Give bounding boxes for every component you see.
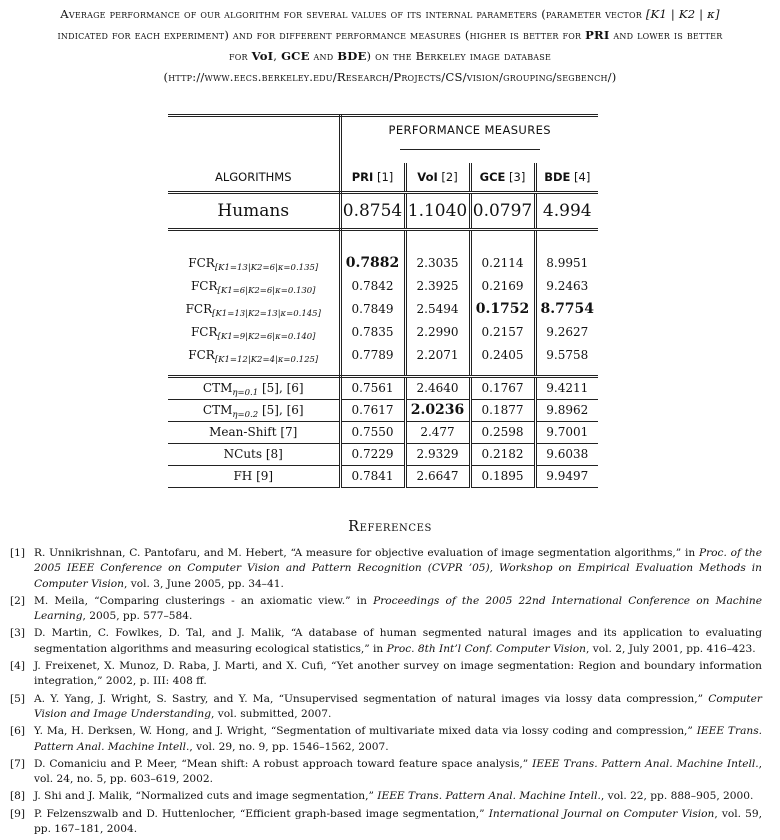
caption-bde: BDE [337,49,367,63]
caption-line3a: for [228,49,248,63]
fcr-value: 2.2071 [405,343,470,366]
references-list [10,546,762,839]
humans-bde: 4.994 [535,193,598,230]
method-label: $CTM_{\eta=0.2}$ [5], [6] [168,399,340,421]
fcr-value: 0.7849 [351,301,394,316]
method-value: 2.4640 [405,376,470,399]
fcr-value: 2.3035 [405,251,470,274]
fcr-value: 0.7789 [351,347,394,362]
reference-item [10,757,762,788]
fcr-label: $FCR_{[K1=12|K2=4|\kappa=0.125]}$ [168,343,340,366]
humans-label: Humans [168,193,340,230]
caption-gce: GCE [281,49,310,63]
reference-number: [3] [10,627,26,640]
table-row [168,251,598,274]
fcr-value: 0.7842 [351,278,394,293]
method-value: 0.1895 [470,465,535,487]
fcr-value: 8.7754 [535,297,598,320]
reference-number: [2] [10,594,26,607]
fcr-value: 9.5758 [535,343,598,366]
method-value: 9.6038 [535,443,598,465]
caption-vector: [K1 | K2 | κ] [645,7,720,21]
fcr-label: $FCR_{[K1=13|K2=13|\kappa=0.145]}$ [168,297,340,320]
method-value: 0.2182 [470,443,535,465]
table-row [168,320,598,343]
method-value: 2.477 [405,421,470,443]
method-value: 2.0236 [405,399,470,421]
table-row [168,421,598,443]
reference-item [10,789,762,804]
col-header-pri: PRI [1] [340,163,405,193]
fcr-value: 0.2114 [470,251,535,274]
reference-number: [7] [10,757,26,770]
method-value: 9.7001 [535,421,598,443]
humans-voi: 1.1040 [405,193,470,230]
fcr-value: 0.2169 [470,274,535,297]
reference-item [10,807,762,838]
caption-and: and [313,49,334,63]
humans-gce: 0.0797 [470,193,535,230]
reference-text: R. Unnikrishnan, C. Pantofaru, and M. Hebert, “A measure for objective evaluation of image segmentation algorithms,” in Proc. of the 2005 IEEE Conference on Computer Vision and Pattern Recognition (CVPR ’05), Workshop on Empirical Evaluation Methods in Computer Vision, vol. 3, June 2005, pp. 34–41. [34,547,762,590]
table-row [168,443,598,465]
method-value: 0.7229 [340,443,405,465]
fcr-value: 8.9951 [535,251,598,274]
performance-measures-header: PERFORMANCE MEASURES [388,123,552,137]
method-value: 9.8962 [535,399,598,421]
method-value: 2.9329 [405,443,470,465]
humans-pri: 0.8754 [340,193,405,230]
reference-text: A. Y. Yang, J. Wright, S. Sastry, and Y. Ma, “Unsupervised segmentation of natural images via lossy data compression,” Computer Vision and Image Understanding, vol. submitted, 2007. [34,692,762,720]
reference-number: [8] [10,790,26,803]
caption-line1: Average performance of our algorithm for several values of its internal parameters (parameter vector [60,7,642,21]
reference-text: J. Shi and J. Malik, “Normalized cuts and image segmentation,” IEEE Trans. Pattern Anal. Machine Intell., vol. 22, pp. 888–905, 2000. [34,790,754,803]
fcr-label: $FCR_{[K1=9|K2=6|\kappa=0.140]}$ [168,320,340,343]
fcr-value: 0.2157 [470,320,535,343]
reference-text: M. Meila, “Comparing clusterings - an axiomatic view.” in Proceedings of the 2005 22nd International Conference on Machine Learning, 2005, pp. 577–584. [34,594,762,623]
caption-line2: indicated for each experiment) and for different performance measures (higher is better for [57,28,582,42]
reference-text: D. Comaniciu and P. Meer, “Mean shift: A robust approach toward feature space analysis,” IEEE Trans. Pattern Anal. Machine Intell., vol. 24, no. 5, pp. 603–619, 2002. [34,757,762,786]
method-value: 9.9497 [535,465,598,487]
fcr-value: 0.7835 [351,324,394,339]
reference-text: D. Martin, C. Fowlkes, D. Tal, and J. Malik, “A database of human segmented natural images and its application to evaluating segmentation algorithms and measuring ecological statistics,” in Proc. 8th Int’l Conf. Computer Vision, vol. 2, July 2001, pp. 416–423. [34,627,762,655]
fcr-value: 0.1752 [470,297,535,320]
reference-number: [4] [10,660,26,673]
caption-url: (http://www.eecs.berkeley.edu/Research/Projects/CS/vision/grouping/segbench/) [163,70,617,84]
reference-item [10,724,762,755]
method-label: Mean-Shift [7] [168,421,340,443]
fcr-value: 9.2463 [535,274,598,297]
reference-item [10,692,762,723]
reference-number: [5] [10,692,26,705]
reference-text: P. Felzenszwalb and D. Huttenlocher, “Efficient graph-based image segmentation,” International Journal on Computer Vision, vol. 59, pp. 167–181, 2004. [34,807,762,836]
col-header-gce: GCE [3] [470,163,535,193]
results-table [168,114,598,488]
humans-row [168,193,598,230]
reference-item [10,626,762,657]
fcr-value: 2.5494 [405,297,470,320]
references-title: References [348,519,432,535]
caption-voi: VoI [251,49,274,63]
table-row [168,343,598,366]
fcr-label: $FCR_{[K1=6|K2=6|\kappa=0.130]}$ [168,274,340,297]
table-row [168,376,598,399]
caption-pri: PRI [585,28,610,42]
method-value: 0.7617 [340,399,405,421]
reference-item [10,659,762,690]
method-label: NCuts [8] [168,443,340,465]
algorithms-header: ALGORITHMS [168,163,340,193]
fcr-value: 2.2990 [405,320,470,343]
caption-line2b: and lower is better [613,28,723,42]
method-value: 0.7561 [340,376,405,399]
reference-text: Y. Ma, H. Derksen, W. Hong, and J. Wright, “Segmentation of multivariate mixed data via lossy coding and compression,” IEEE Trans. Pattern Anal. Machine Intell., vol. 29, no. 9, pp. 1546–1562, 2007. [34,725,763,753]
reference-item [10,594,762,625]
fcr-value: 2.3925 [405,274,470,297]
table-row [168,297,598,320]
reference-number: [1] [10,547,26,559]
reference-text: J. Freixenet, X. Munoz, D. Raba, J. Marti, and X. Cufi, “Yet another survey on image segmentation: Region and boundary information integration,” 2002, p. III: 408 ff. [34,660,762,688]
method-value: 0.2598 [470,421,535,443]
method-label: $CTM_{\eta=0.1}$ [5], [6] [168,376,340,399]
table-row [168,399,598,421]
reference-number: [6] [10,725,26,738]
method-value: 2.6647 [405,465,470,487]
header-rule [400,149,540,150]
method-label: FH [9] [168,465,340,487]
fcr-value: 0.2405 [470,343,535,366]
fcr-value: 9.2627 [535,320,598,343]
method-value: 9.4211 [535,376,598,399]
reference-item [10,546,762,592]
fcr-label: $FCR_{[K1=13|K2=6|\kappa=0.135]}$ [168,251,340,274]
table-row [168,465,598,487]
method-value: 0.7550 [340,421,405,443]
method-value: 0.7841 [340,465,405,487]
reference-number: [9] [10,807,26,820]
method-value: 0.1877 [470,399,535,421]
col-header-voi: VoI [2] [405,163,470,193]
col-header-bde: BDE [4] [535,163,598,193]
fcr-value: 0.7882 [345,254,400,271]
table-row [168,274,598,297]
method-value: 0.1767 [470,376,535,399]
caption-line3b: ) on the Berkeley image database [366,49,551,63]
table-caption: Average performance of our algorithm for several values of its internal parameters (parameter vector [K1 | K2 | κ] indicated for each experiment) and for different performance measures (higher is better for PRI and lower is better for VoI, GCE and BDE) on the Berkeley image database (http://www.eecs.berkeley.edu/Research/Projects/CS/vision/grouping/segbench/) [57,7,723,84]
